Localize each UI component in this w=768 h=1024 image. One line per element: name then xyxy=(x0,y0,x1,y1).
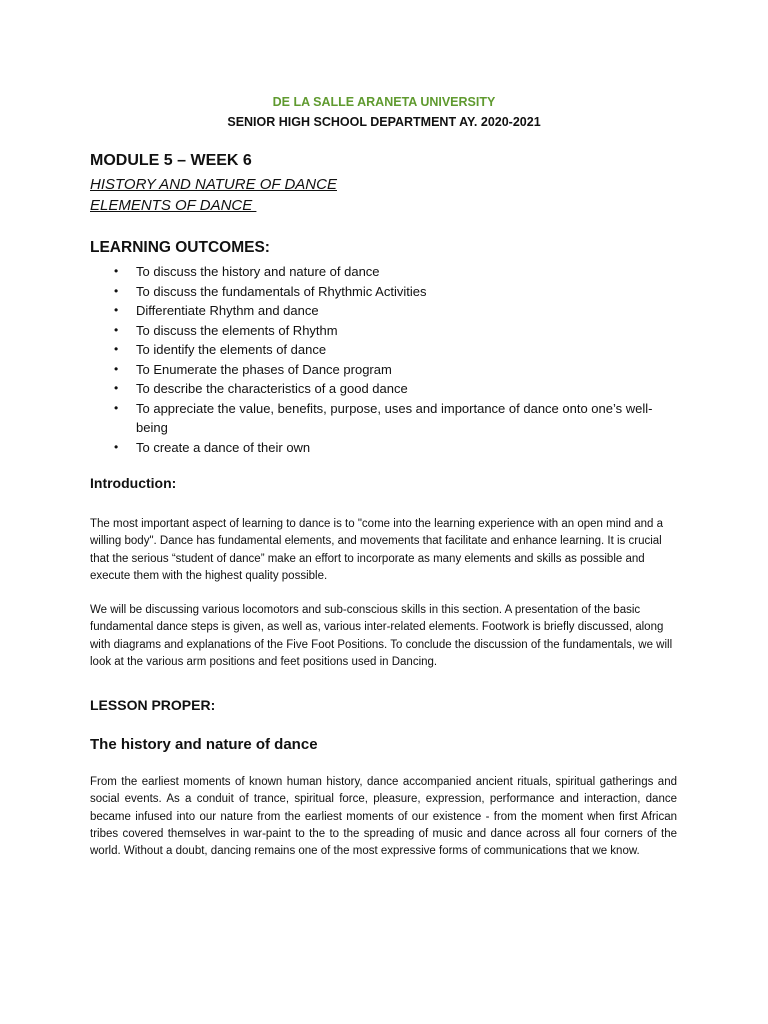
list-item-text: To Enumerate the phases of Dance program xyxy=(136,361,392,377)
list-item xyxy=(90,301,680,321)
bullet-icon: • xyxy=(114,381,119,395)
list-item-text: To create a dance of their own xyxy=(136,439,311,455)
university-name: DE LA SALLE ARANETA UNIVERSITY xyxy=(272,95,496,109)
list-item-text: To discuss the elements of Rhythm xyxy=(136,322,338,338)
list-item-text: To appreciate the value, benefits, purpose, uses and importance of dance onto one’s well-being xyxy=(136,400,653,435)
topic-history: HISTORY AND NATURE OF DANCE xyxy=(90,176,337,193)
history-paragraph: From the earliest moments of known human history, dance accompanied ancient rituals, spiritual gatherings and social events. As a conduit of trance, spiritual force, pleasure, expression, performance and interaction, dance became infused into our nature from the earliest moments of our existence - from the moment when first African tribes covered themselves in war-paint to the to the spreading of music and dance across all four corners of the world. Without a doubt, dancing remains one of the most expressive forms of communications that we know. xyxy=(90,776,677,858)
list-item xyxy=(90,438,680,458)
learning-outcomes-heading: LEARNING OUTCOMES: xyxy=(90,239,270,256)
lesson-proper-heading: LESSON PROPER: xyxy=(90,697,216,713)
list-item xyxy=(90,262,680,282)
bullet-icon: • xyxy=(114,322,119,337)
list-item xyxy=(90,399,680,438)
list-item-text: To describe the characteristics of a good dance xyxy=(136,381,408,396)
list-item xyxy=(90,321,680,341)
list-item xyxy=(90,282,680,302)
bullet-icon: • xyxy=(114,303,119,317)
list-item-text: Differentiate Rhythm and dance xyxy=(136,303,319,318)
list-item xyxy=(90,360,680,380)
bullet-icon: • xyxy=(114,283,119,298)
list-item-text: To discuss the history and nature of dance xyxy=(136,264,380,279)
bullet-icon: • xyxy=(114,361,119,376)
learning-outcomes-list xyxy=(90,262,680,457)
bullet-icon: • xyxy=(114,264,119,278)
bullet-icon: • xyxy=(114,439,119,454)
introduction-heading: Introduction: xyxy=(90,475,177,491)
introduction-paragraph-2: We will be discussing various locomotors and sub-conscious skills in this section. A presentation of the basic fundamental dance steps is given, as well as, various inter-related elements. Footwork is briefly discussed, along with diagrams and explanations of the Five Foot Positions. To conclude the discussion of the fundamentals, we will look at the various arm positions and feet positions used in Dancing. xyxy=(90,604,673,668)
bullet-icon: • xyxy=(114,342,119,356)
module-title: MODULE 5 – WEEK 6 xyxy=(90,152,252,169)
list-item-text: To discuss the fundamentals of Rhythmic Activities xyxy=(136,283,427,299)
list-item xyxy=(90,340,680,360)
history-subheading: The history and nature of dance xyxy=(90,736,318,753)
introduction-paragraph-1: The most important aspect of learning to dance is to "come into the learning experience with an open mind and a willing body". Dance has fundamental elements, and movements that facilitate and enhance learning. It is crucial that the serious “student of dance” make an effort to incorporate as many elements and skills as possible and execute them with the highest quality possible. xyxy=(90,518,664,582)
topic-elements: ELEMENTS OF DANCE xyxy=(90,197,257,214)
list-item xyxy=(90,379,680,399)
bullet-icon: • xyxy=(114,400,119,415)
list-item-text: To identify the elements of dance xyxy=(136,342,327,357)
department-line: SENIOR HIGH SCHOOL DEPARTMENT AY. 2020-2021 xyxy=(227,115,541,129)
